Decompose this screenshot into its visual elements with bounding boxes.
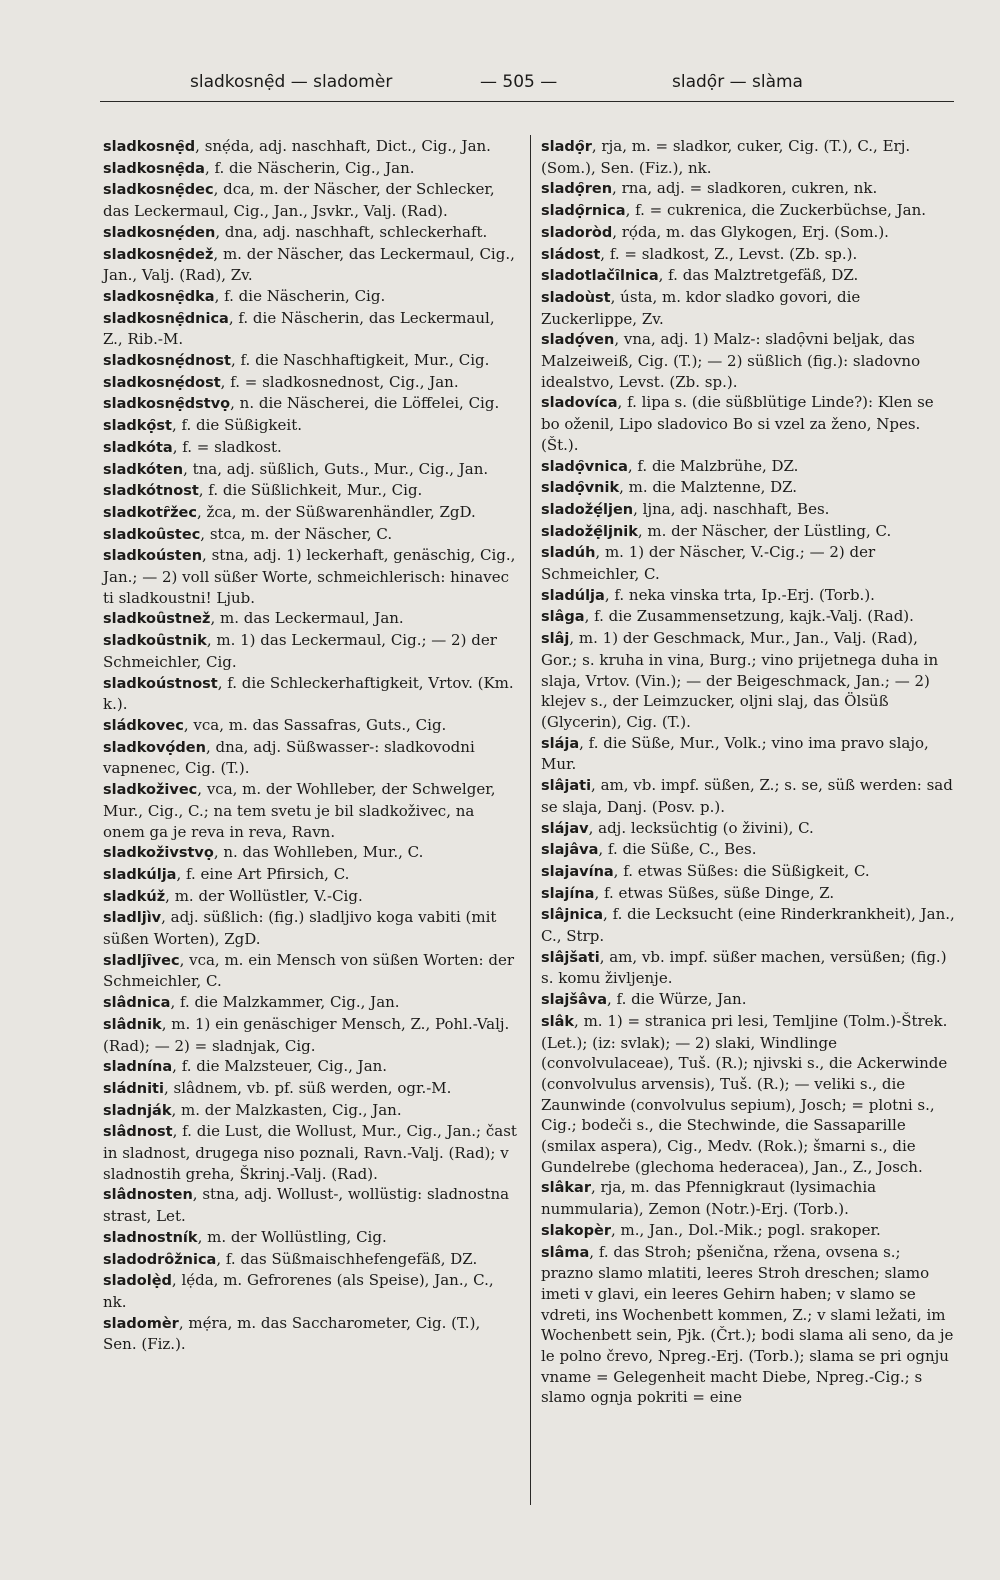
entry-definition: , m., Jan., Dol.-Mik.; pogl. srakoper. [610,1220,881,1239]
dictionary-entry [103,1313,518,1355]
dictionary-entry [103,524,518,546]
dictionary-entry [103,459,518,481]
dictionary-entry [103,673,518,715]
dictionary-entry [541,392,956,455]
entry-headword: slâk [541,1013,575,1030]
dictionary-entry [103,136,518,158]
entry-definition: , f. die Schleckerhaftigkeit, Vrtov. (Km. k.). [103,673,514,714]
entry-definition: , m. 1) der Näscher, V.-Cig.; — 2) der Schmeichler, C. [541,543,876,584]
entry-definition: , f. neka vinska trta, Ip.-Erj. (Torb.). [604,585,875,604]
dictionary-entry [103,842,518,864]
dictionary-entry [103,737,518,779]
dictionary-entry [103,907,518,949]
entry-headword: sladoròd [541,224,613,241]
entry-headword: sladkóten [103,461,184,478]
entry-headword: slâjnica [541,907,604,924]
dictionary-entry [541,904,956,946]
dictionary-entry [103,372,518,394]
dictionary-entry [541,521,956,543]
dictionary-entry [541,244,956,266]
dictionary-entry [103,779,518,842]
entry-definition: , f. die Lust, die Wollust, Mur., Cig., Jan.; čast in sladnost, drugega niso poznali, Ravn.-Valj. (Rad); v sladnostih greha, Škrinj.-Valj. (Rad). [103,1122,517,1183]
entry-definition: , f. lipa s. (die süßblütige Linde?): Klen se bo oženil, Lipo sladovico Bo si vzel za ženo, Npes. (Št.). [541,393,934,454]
entry-headword: sladkúlja [103,866,177,883]
entry-definition: , f. das Malztretgefäß, DZ. [658,266,859,285]
entry-definition: , m. 1) der Geschmack, Mur., Jan., Valj. (Rad), Gor.; s. kruha in vina, Burg.; vino prijetnega duha in slaja, Vrtov. (Vin.); — der Beigeschmack, Jan.; — 2) klejev s., der Leimzucker, oljni slaj, das Ölsüß (Glycerin), Cig. (T.). [541,629,939,731]
dictionary-entry [103,1227,518,1249]
entry-headword: sladodrȏžnica [103,1251,217,1268]
entry-headword: sladkosnẹ̑dnica [103,310,229,327]
entry-headword: sladkúž [103,888,166,905]
entry-definition: , stna, adj. Wollust-, wollüstig: sladnostna strast, Let. [103,1185,510,1226]
entry-definition: , am, vb. impf. süßen, Z.; s. se, süß werden: sad se slaja, Danj. (Posv. p.). [541,776,953,816]
dictionary-entry [541,839,956,861]
entry-definition: , m. die Malztenne, DZ. [619,478,798,497]
entry-definition: , dna, adj. Süßwasser-: sladkovodni vapnenec, Cig. (T.). [103,737,475,778]
entry-headword: slajâva [541,842,599,859]
entry-headword: sladkoȗstnik [103,633,207,650]
entry-definition: , f. die Süßigkeit. [171,416,302,435]
dictionary-entry [103,480,518,502]
entry-headword: sládniti [103,1080,164,1097]
entry-definition: , f. die Näscherin, Cig., Jan. [204,158,415,177]
entry-headword: sladkosnẹ̑d [103,139,196,155]
entry-definition: , rja, m. das Pfennigkraut (lysimachia nummularia), Zemon (Notr.)-Erj. (Torb.). [541,1178,877,1219]
entry-headword: sladkosnẹ̑dka [103,288,215,305]
entry-headword: sladkóta [103,439,173,456]
entry-definition: , f. die Malzbrühe, DZ. [627,456,799,475]
dictionary-entry [103,864,518,886]
dictionary-entry [541,606,956,628]
entry-definition: , mẹ́ra, m. das Saccharometer, Cig. (T.), Sen. (Fiz.). [103,1313,481,1354]
right-column [541,136,956,1408]
dictionary-entry [541,329,956,392]
dictionary-entry [103,222,518,244]
dictionary-entry [103,179,518,221]
entry-headword: sladọ̑vnica [541,458,628,475]
running-head-left: sladkosnẹ̑d — sladomèr [190,72,393,92]
entry-definition: , m. der Näscher, der Lüstling, C. [637,521,892,540]
dictionary-entry [103,350,518,372]
entry-headword: sládkovec [103,717,184,734]
entry-headword: slâdnosten [103,1187,193,1204]
entry-definition: , stna, adj. 1) leckerhaft, genäschig, Cig., Jan.; — 2) voll süßer Worte, schmeichlerisch: hinavec ti sladkoustni! Ljub. [103,546,516,607]
entry-headword: slâdnica [103,995,171,1012]
entry-headword: sladožẹ̑ljnik [541,523,638,540]
entry-definition: , f. = sladkost, Z., Levst. (Zb. sp.). [600,244,858,263]
entry-headword: slakopèr [541,1222,611,1239]
entry-definition: , m. 1) ein genäschiger Mensch, Z., Pohl.-Valj. (Rad); — 2) = sladnjak, Cig. [103,1014,510,1055]
entry-definition: , m. der Wollüstler, V.-Cig. [165,886,363,905]
entry-headword: sladkosnẹ́den [103,224,216,241]
entry-headword: sladljȋvec [103,952,180,969]
entry-definition: , adj. lecksüchtig (o živini), C. [588,818,814,837]
dictionary-entry [541,265,956,287]
entry-headword: sladnostník [103,1229,198,1246]
dictionary-entry [541,542,956,584]
entry-headword: sladkoȗstnež [103,611,211,628]
entry-headword: slâdnost [103,1124,173,1141]
entry-headword: slajšâva [541,992,608,1009]
entry-headword: sládost [541,246,601,263]
entry-definition: , vca, m. der Wohlleber, der Schwelger, Mur., Cig., C.; na tem svetu je bil sladkoživec, na onem ga je reva in reva, Ravn. [103,780,496,841]
dictionary-entry [103,992,518,1014]
entry-headword: sladolẹ̀d [103,1273,172,1290]
dictionary-entry [103,545,518,608]
dictionary-entry [541,1220,956,1242]
dictionary-entry [541,585,956,607]
entry-headword: sladọ̑rnica [541,203,626,220]
entry-headword: sladkoȗstec [103,526,201,543]
entry-definition: , m. 1) das Leckermaul, Cig.; — 2) der Schmeichler, Cig. [103,631,497,671]
entry-definition: , n. das Wohlleben, Mur., C. [213,843,424,862]
dictionary-entry [541,861,956,883]
entry-headword: sladọ̑ren [541,181,613,198]
entry-headword: sladkosnẹ̑dstvọ [103,396,231,413]
dictionary-entry [103,1056,518,1078]
entry-headword: sladọ́ven [541,332,615,349]
entry-headword: slajavína [541,863,614,880]
dictionary-entry [541,1011,956,1178]
entry-definition: , f. die Naschhaftigkeit, Mur., Cig. [231,351,490,370]
dictionary-entry [541,200,956,222]
entry-headword: sladkosnẹ̑dež [103,246,214,263]
dictionary-entry [103,244,518,286]
running-head-right: sladọ̑r — slàma [672,72,803,92]
entry-definition: , adj. süßlich: (fig.) sladljivo koga vabiti (mit süßen Worten), ZgD. [103,908,497,949]
dictionary-entry [541,733,956,775]
entry-headword: sladkosnẹ̑dec [103,182,214,199]
entry-definition: , vca, m. das Sassafras, Guts., Cig. [183,715,447,734]
entry-definition: , f. die Zusammensetzung, kajk.-Valj. (Rad). [584,607,914,626]
dictionary-entry [103,502,518,524]
page-number: — 505 — [480,72,558,92]
entry-definition: , snẹ́da, adj. naschhaft, Dict., Cig., Jan. [195,137,491,155]
entry-headword: sladkọ̑st [103,418,172,435]
entry-definition: , lẹ́da, m. Gefrorenes (als Speise), Jan., C., nk. [103,1271,494,1311]
entry-headword: slâj [541,631,570,648]
entry-definition: , stca, m. der Näscher, C. [200,524,393,543]
dictionary-entry [103,286,518,308]
entry-definition: , m. der Wollüstling, Cig. [197,1227,387,1246]
dictionary-entry [103,886,518,908]
dictionary-entry [103,415,518,437]
dictionary-entry [541,628,956,733]
entry-definition: , žca, m. der Süßwarenhändler, ZgD. [196,502,476,521]
entry-headword: sladkosnẹ́dost [103,374,221,391]
entry-definition: , f. das Süßmaischhefengefäß, DZ. [216,1249,478,1268]
entry-definition: , f. die Malzkammer, Cig., Jan. [170,993,400,1012]
dictionary-entry [103,1249,518,1271]
dictionary-entry [103,1184,518,1226]
dictionary-entry [541,775,956,817]
dictionary-entry [103,158,518,180]
entry-definition: , f. die Lecksucht (eine Rinderkrankheit), Jan., C., Strp. [541,905,955,946]
entry-definition: , m. 1) = stranica pri lesi, Temljine (Tolm.)-Štrek. (Let.); (iz: svlak); — 2) slaki, Windlinge (convolvulaceae), Tuš. (R.); njivski s., die Ackerwinde (convolvulus arvensis), Tuš. (R.); — veliki s., die Zaunwinde (convolvulus sepium), Josch; = plotni s., Cig.; bodeči s., die Stechwinde, die Sassaparille (smilax aspera), Cig., Medv. (Rok.); šmarni s., die Gundelrebe (glechoma hederacea), Jan., Z., Josch. [541,1011,948,1176]
entry-definition: , f. die Näscherin, das Leckermaul, Z., Rib.-M. [103,308,495,349]
header-rule [100,101,954,102]
entry-headword: sladoùst [541,289,611,306]
dictionary-entry [541,1177,956,1219]
entry-definition: , dna, adj. naschhaft, schleckerhaft. [215,222,488,241]
entry-definition: , f. die Süße, C., Bes. [598,840,757,859]
entry-headword: sladkoústen [103,548,203,565]
entry-definition: , am, vb. impf. süßer machen, versüßen; (fig.) s. komu življenje. [541,947,947,988]
entry-headword: sladkótnost [103,483,199,500]
entry-definition: , tna, adj. süßlich, Guts., Mur., Cig., Jan. [183,459,489,478]
left-column [103,136,518,1355]
entry-headword: sladotlačȋlnica [541,268,659,285]
dictionary-entry [103,630,518,672]
entry-definition: , dca, m. der Näscher, der Schlecker, das Leckermaul, Cig., Jan., Jsvkr., Valj. (Rad). [103,180,495,221]
entry-definition: , n. die Näscherei, die Löffelei, Cig. [230,394,500,413]
entry-definition: , f. die Malzsteuer, Cig., Jan. [172,1057,388,1076]
dictionary-entry [541,136,956,178]
entry-definition: , f. die Süße, Mur., Volk.; vino ima pravo slajo, Mur. [541,733,929,774]
entry-headword: slâdnik [103,1016,162,1033]
dictionary-entry [103,1078,518,1100]
entry-definition: , m. der Malzkasten, Cig., Jan. [171,1100,402,1119]
dictionary-entry [541,499,956,521]
dictionary-entry [103,608,518,630]
dictionary-entry [541,818,956,840]
dictionary-entry [103,1121,518,1184]
dictionary-entry [103,393,518,415]
entry-headword: slâjšati [541,949,600,966]
dictionary-entry [541,222,956,244]
entry-headword: slajína [541,885,595,902]
entry-definition: , rja, m. = sladkor, cuker, Cig. (T.), C., Erj. (Som.), Sen. (Fiz.), nk. [541,137,911,177]
entry-headword: sladkotȓžec [103,504,197,521]
dictionary-entry [541,287,956,329]
dictionary-entry [541,883,956,905]
entry-definition: , vca, m. ein Mensch von süßen Worten: der Schmeichler, C. [103,950,514,991]
entry-definition: , rọ́da, m. das Glykogen, Erj. (Som.). [612,222,889,241]
entry-definition: , f. = sladkosnednost, Cig., Jan. [220,372,459,391]
entry-definition: , m. das Leckermaul, Jan. [210,609,404,628]
entry-definition: , slâdnem, vb. pf. süß werden, ogr.-M. [163,1078,452,1097]
dictionary-entry [103,1270,518,1312]
dictionary-entry [103,715,518,737]
dictionary-entry [103,308,518,350]
entry-headword: sladljìv [103,910,162,927]
entry-definition: , ljna, adj. naschhaft, Bes. [633,499,830,518]
entry-definition: , f. = sladkost. [172,437,282,456]
entry-definition: , f. das Stroh; pšenična, ržena, ovsena s.; prazno slamo mlatiti, leeres Stroh dreschen; slamo imeti v glavi, ein leeres Gehirn haben; v slamo se vdreti, ins Wochenbett kommen, Z.; v slami ležati, im Wochenbett sein, Pjk. (Črt.); bodi slama ali seno, da je le polno črevo, Npreg.-Erj. (Torb.); slama se pri ognju vname = Gelegenheit macht Diebe, Npreg.-Cig.; s slamo ognja pokriti = eine [541,1242,954,1407]
dictionary-entry [103,1014,518,1056]
entry-headword: sladọ̑r [541,139,592,155]
entry-definition: , ústa, m. kdor sladko govori, die Zuckerlippe, Zv. [541,287,861,328]
entry-definition: , f. eine Art Pfirsich, C. [176,864,350,883]
column-divider [530,135,531,1505]
entry-headword: sladkoústnost [103,675,218,692]
dictionary-entry [103,1100,518,1122]
entry-definition: , f. etwas Süßes: die Süßigkeit, C. [613,861,870,880]
dictionary-entry [103,950,518,992]
entry-headword: sladkoživstvọ [103,845,214,862]
entry-headword: sladnína [103,1059,173,1076]
entry-headword: slâma [541,1244,590,1261]
entry-definition: , f. etwas Süßes, süße Dinge, Z. [594,883,835,902]
dictionary-entry [541,947,956,989]
entry-headword: sladovíca [541,395,618,412]
dictionary-entry [103,437,518,459]
entry-definition: , vna, adj. 1) Malz-: sladọ̑vni beljak, das Malzeiweiß, Cig. (T.); — 2) süßlich (fig.): sladovno idealstvo, Levst. (Zb. sp.). [541,330,921,391]
entry-headword: sladožẹ́ljen [541,501,634,518]
entry-headword: slâga [541,609,585,626]
entry-headword: sladkovọ́den [103,739,206,756]
entry-definition: , f. die Näscherin, Cig. [214,286,386,305]
dictionary-entry [541,178,956,200]
entry-headword: sladomèr [103,1315,179,1332]
entry-headword: sladọ̑vnik [541,480,620,497]
entry-headword: sladkosnẹ̑da [103,160,205,177]
entry-headword: sladnják [103,1102,172,1119]
entry-definition: , rna, adj. = sladkoren, cukren, nk. [612,179,878,198]
dictionary-entry [541,456,956,478]
entry-headword: slâjati [541,778,592,795]
entry-headword: sladkoživec [103,782,198,799]
entry-headword: slâkar [541,1180,591,1197]
dictionary-entry [541,1242,956,1409]
entry-headword: sladúh [541,545,596,562]
entry-definition: , f. die Würze, Jan. [607,990,747,1009]
entry-definition: , f. die Süßlichkeit, Mur., Cig. [198,481,423,500]
entry-definition: , m. der Näscher, das Leckermaul, Cig., Jan., Valj. (Rad), Zv. [103,244,515,285]
dictionary-entry [541,477,956,499]
entry-headword: sladkosnẹ́dnost [103,353,231,370]
entry-headword: slájav [541,820,589,837]
entry-headword: slája [541,735,580,752]
dictionary-entry [541,989,956,1011]
entry-headword: sladúlja [541,587,605,604]
entry-definition: , f. = cukrenica, die Zuckerbüchse, Jan. [625,201,927,220]
